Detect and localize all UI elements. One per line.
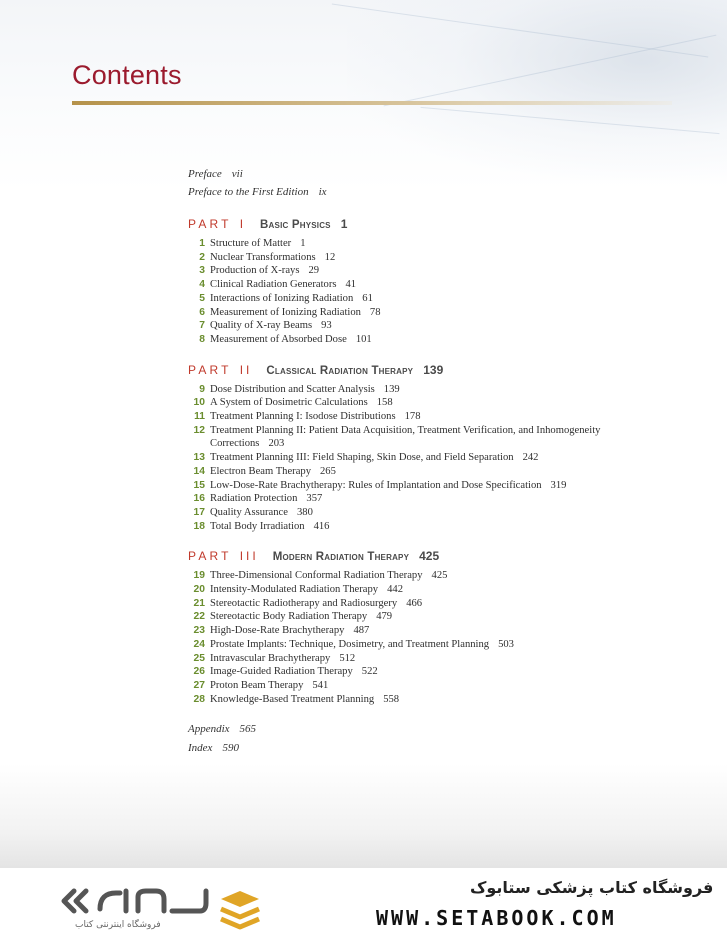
part-page: 1	[340, 217, 348, 231]
chapter-title	[210, 638, 620, 652]
chapter-title-text: Treatment Planning I: Isodose Distributions	[210, 411, 396, 423]
chapter-title	[210, 479, 620, 493]
entry-title: Preface to the First Edition	[188, 185, 309, 198]
chapter-title	[210, 451, 620, 465]
chapter-number: 23	[193, 625, 205, 637]
chapter-number: 21	[193, 597, 205, 609]
title-rule	[72, 101, 672, 105]
chapter-title	[210, 693, 620, 707]
chapter-number: 4	[199, 279, 205, 291]
chapter-page: 101	[355, 333, 372, 345]
chapter-title-text: Electron Beam Therapy	[210, 465, 311, 477]
chapter-title-text: Production of X-rays	[210, 265, 300, 277]
chapter-entry[interactable]	[188, 251, 708, 265]
chapter-entry[interactable]	[188, 520, 708, 534]
chapter-number: 3	[199, 265, 205, 277]
part-title: Classical Radiation Therapy	[266, 364, 414, 377]
chapter-number: 24	[193, 638, 205, 650]
chapter-title	[210, 264, 620, 278]
chapter-page: 487	[353, 625, 370, 637]
chapter-page: 158	[376, 397, 393, 409]
chapter-title	[210, 597, 620, 611]
chapter-number: 2	[199, 251, 205, 263]
chapter-entry[interactable]	[188, 292, 708, 306]
chapter-entry[interactable]	[188, 479, 708, 493]
chapter-title	[210, 652, 620, 666]
front-matter	[188, 166, 708, 201]
entry-page: 565	[239, 723, 257, 736]
chapter-title-text: Intensity-Modulated Radiation Therapy	[210, 584, 379, 596]
chapter-entry[interactable]	[188, 278, 708, 292]
chapter-title-text: Structure of Matter	[210, 238, 292, 249]
chapter-title	[210, 492, 620, 506]
chapter-title-text: Interactions of Ionizing Radiation	[210, 292, 354, 304]
part-number: III	[239, 549, 259, 564]
chapter-title-text: Low-Dose-Rate Brachytherapy: Rules of Implantation and Dose Specification	[210, 479, 542, 491]
chapter-entry[interactable]	[188, 610, 708, 624]
chapter-page: 78	[369, 306, 381, 318]
chapter-entry[interactable]	[188, 679, 708, 693]
page-title: Contents	[72, 60, 182, 90]
chapter-title	[210, 237, 620, 251]
chapter-number: 26	[193, 666, 205, 678]
chapter-title-text: Measurement of Ionizing Radiation	[210, 306, 361, 318]
chapter-entry[interactable]	[188, 665, 708, 679]
chapter-number: 7	[199, 320, 205, 332]
chapter-page: 357	[306, 493, 323, 505]
chapter-number: 1	[199, 238, 205, 249]
entry-title: Preface	[188, 168, 222, 180]
entry-page: vii	[231, 168, 243, 180]
chapter-number: 9	[199, 383, 205, 395]
chapter-page: 41	[345, 279, 357, 291]
chapter-title	[210, 383, 620, 397]
chapter-entry[interactable]	[188, 424, 708, 451]
chapter-number: 16	[193, 493, 205, 505]
chapter-title-text: Clinical Radiation Generators	[210, 279, 337, 291]
chapter-page: 512	[339, 652, 356, 664]
chapter-title	[210, 424, 620, 451]
chapter-number: 6	[199, 306, 205, 318]
chapter-page: 479	[376, 611, 393, 623]
chapter-entry[interactable]	[188, 451, 708, 465]
chapter-entry[interactable]	[188, 410, 708, 424]
chapter-page: 178	[404, 411, 421, 423]
chapter-title	[210, 306, 620, 320]
chapter-title	[210, 624, 620, 638]
back-matter-entry[interactable]	[188, 739, 708, 758]
part-page: 139	[423, 362, 444, 377]
chapter-page: 61	[362, 292, 373, 304]
chapter-page: 203	[268, 438, 285, 450]
chapter-entry[interactable]	[188, 264, 708, 278]
chapter-title-text: Proton Beam Therapy	[210, 679, 304, 691]
chapter-page: 319	[550, 479, 567, 491]
chapter-title-text: Stereotactic Body Radiation Therapy	[210, 611, 368, 623]
chapter-title	[210, 520, 620, 534]
logo-subtitle: فروشگاه اینترنتی کتاب	[75, 920, 161, 930]
chapter-title-text: High-Dose-Rate Brachytherapy	[210, 625, 345, 637]
part-label: PART	[188, 549, 232, 564]
chapter-title-text: Prostate Implants: Technique, Dosimetry, and Treatment Planning	[210, 638, 490, 650]
chapter-page: 442	[387, 584, 403, 596]
chapter-entry[interactable]	[188, 383, 708, 397]
chapter-page: 522	[361, 666, 378, 678]
shop-name: فروشگاه کتاب پزشکی ستابوک	[470, 878, 714, 897]
chapter-page: 242	[522, 452, 539, 464]
chapter-entry[interactable]	[188, 597, 708, 611]
chapter-title-text: A System of Dosimetric Calculations	[210, 397, 368, 409]
chapter-number: 15	[193, 479, 205, 491]
back-matter	[188, 720, 708, 758]
chapter-number: 19	[193, 570, 205, 582]
chapter-entry[interactable]	[188, 506, 708, 520]
chapter-page: 558	[383, 693, 400, 705]
chapter-number: 12	[193, 424, 205, 436]
chapter-title-text: Quality of X-ray Beams	[210, 320, 313, 332]
table-of-contents	[188, 166, 708, 758]
entry-title: Index	[188, 742, 213, 755]
part-number: II	[239, 362, 253, 377]
chapter-page: 425	[431, 570, 448, 582]
chapter-title	[210, 506, 620, 520]
chapter-title	[210, 251, 620, 265]
book-stack-icon	[217, 887, 263, 933]
chapter-entry[interactable]	[188, 569, 708, 583]
chapter-title	[210, 569, 620, 583]
chapter-title-text: Knowledge-Based Treatment Planning	[210, 693, 375, 705]
chapter-entry[interactable]	[188, 652, 708, 666]
chapter-title-text: Total Body Irradiation	[210, 520, 305, 532]
chapter-entry[interactable]	[188, 319, 708, 333]
chapter-page: 416	[313, 520, 330, 532]
part-heading	[188, 217, 708, 231]
chapter-number: 27	[193, 679, 205, 691]
chapter-entry[interactable]	[188, 306, 708, 320]
chapter-number: 18	[193, 520, 205, 532]
chapter-title-text: Three-Dimensional Conformal Radiation Therapy	[210, 570, 423, 582]
chapter-title-text: Image-Guided Radiation Therapy	[210, 666, 353, 678]
chapter-number: 10	[193, 397, 205, 409]
chapter-number: 17	[193, 506, 205, 518]
chapter-page: 265	[320, 465, 336, 477]
chapter-title	[210, 319, 620, 333]
chapter-page: 541	[312, 679, 329, 691]
chapter-entry[interactable]	[188, 583, 708, 597]
chapter-entry[interactable]	[188, 396, 708, 410]
chapter-page: 139	[383, 383, 400, 395]
chapter-number: 13	[193, 452, 205, 464]
chapter-title-text: Nuclear Transformations	[210, 251, 316, 263]
chapter-title-text: Quality Assurance	[210, 506, 288, 518]
chapter-title-text: Stereotactic Radiotherapy and Radiosurgery	[210, 597, 398, 609]
chapter-title-text: Intravascular Brachytherapy	[210, 652, 331, 664]
chapter-title	[210, 465, 620, 479]
background-decoration	[347, 0, 727, 180]
chapter-title-text: Dose Distribution and Scatter Analysis	[210, 383, 375, 395]
chapter-entry[interactable]	[188, 237, 708, 251]
chapter-title	[210, 396, 620, 410]
chapter-page: 503	[498, 638, 514, 650]
chapter-page: 29	[308, 265, 320, 277]
chapter-page: 466	[406, 597, 423, 609]
chapter-page: 93	[321, 320, 332, 332]
chapter-title	[210, 278, 620, 292]
chapter-entry[interactable]	[188, 624, 708, 638]
part-number: I	[239, 217, 247, 231]
chapter-entry[interactable]	[188, 492, 708, 506]
parts-list	[188, 217, 708, 706]
part-label: PART	[188, 362, 232, 377]
chapter-title	[210, 665, 620, 679]
chapter-title-text: Radiation Protection	[210, 493, 298, 505]
shop-url[interactable]: WWW.SETABOOK.COM	[376, 906, 617, 930]
entry-page: 590	[222, 742, 239, 755]
chapter-title-text: Treatment Planning II: Patient Data Acquisition, Treatment Verification, and Inhomogeneity Corrections	[210, 424, 601, 450]
chapter-number: 14	[193, 465, 205, 477]
front-matter-entry[interactable]	[188, 166, 708, 184]
part-title: Basic Physics	[260, 219, 331, 231]
entry-page: ix	[318, 185, 327, 198]
part-heading	[188, 363, 708, 377]
part-heading	[188, 549, 708, 563]
back-matter-entry[interactable]	[188, 720, 708, 739]
chapter-number: 25	[193, 652, 205, 664]
chapter-title-text: Measurement of Absorbed Dose	[210, 333, 347, 345]
chapter-title	[210, 333, 620, 347]
chapter-number: 20	[193, 584, 205, 596]
chapter-number: 22	[193, 611, 205, 623]
chapter-page: 1	[300, 238, 306, 249]
chapter-title	[210, 292, 620, 306]
part-page: 425	[419, 549, 440, 564]
chapter-title	[210, 583, 620, 597]
chapter-number: 8	[199, 333, 205, 345]
chapter-title	[210, 410, 620, 424]
front-matter-entry[interactable]	[188, 184, 708, 202]
chapter-number: 5	[199, 292, 205, 304]
chapter-entry[interactable]	[188, 465, 708, 479]
chapter-entry[interactable]	[188, 638, 708, 652]
chapter-title	[210, 679, 620, 693]
chapter-entry[interactable]	[188, 693, 708, 707]
chapter-page: 380	[296, 506, 313, 518]
chapter-entry[interactable]	[188, 333, 708, 347]
chapter-page: 12	[324, 251, 336, 263]
chapter-number: 11	[194, 411, 205, 423]
chapter-number: 28	[193, 693, 205, 705]
chapter-title	[210, 610, 620, 624]
part-title: Modern Radiation Therapy	[272, 551, 410, 564]
part-label: PART	[188, 217, 232, 231]
chapter-title-text: Treatment Planning III: Field Shaping, Skin Dose, and Field Separation	[210, 452, 514, 464]
entry-title: Appendix	[188, 723, 230, 736]
